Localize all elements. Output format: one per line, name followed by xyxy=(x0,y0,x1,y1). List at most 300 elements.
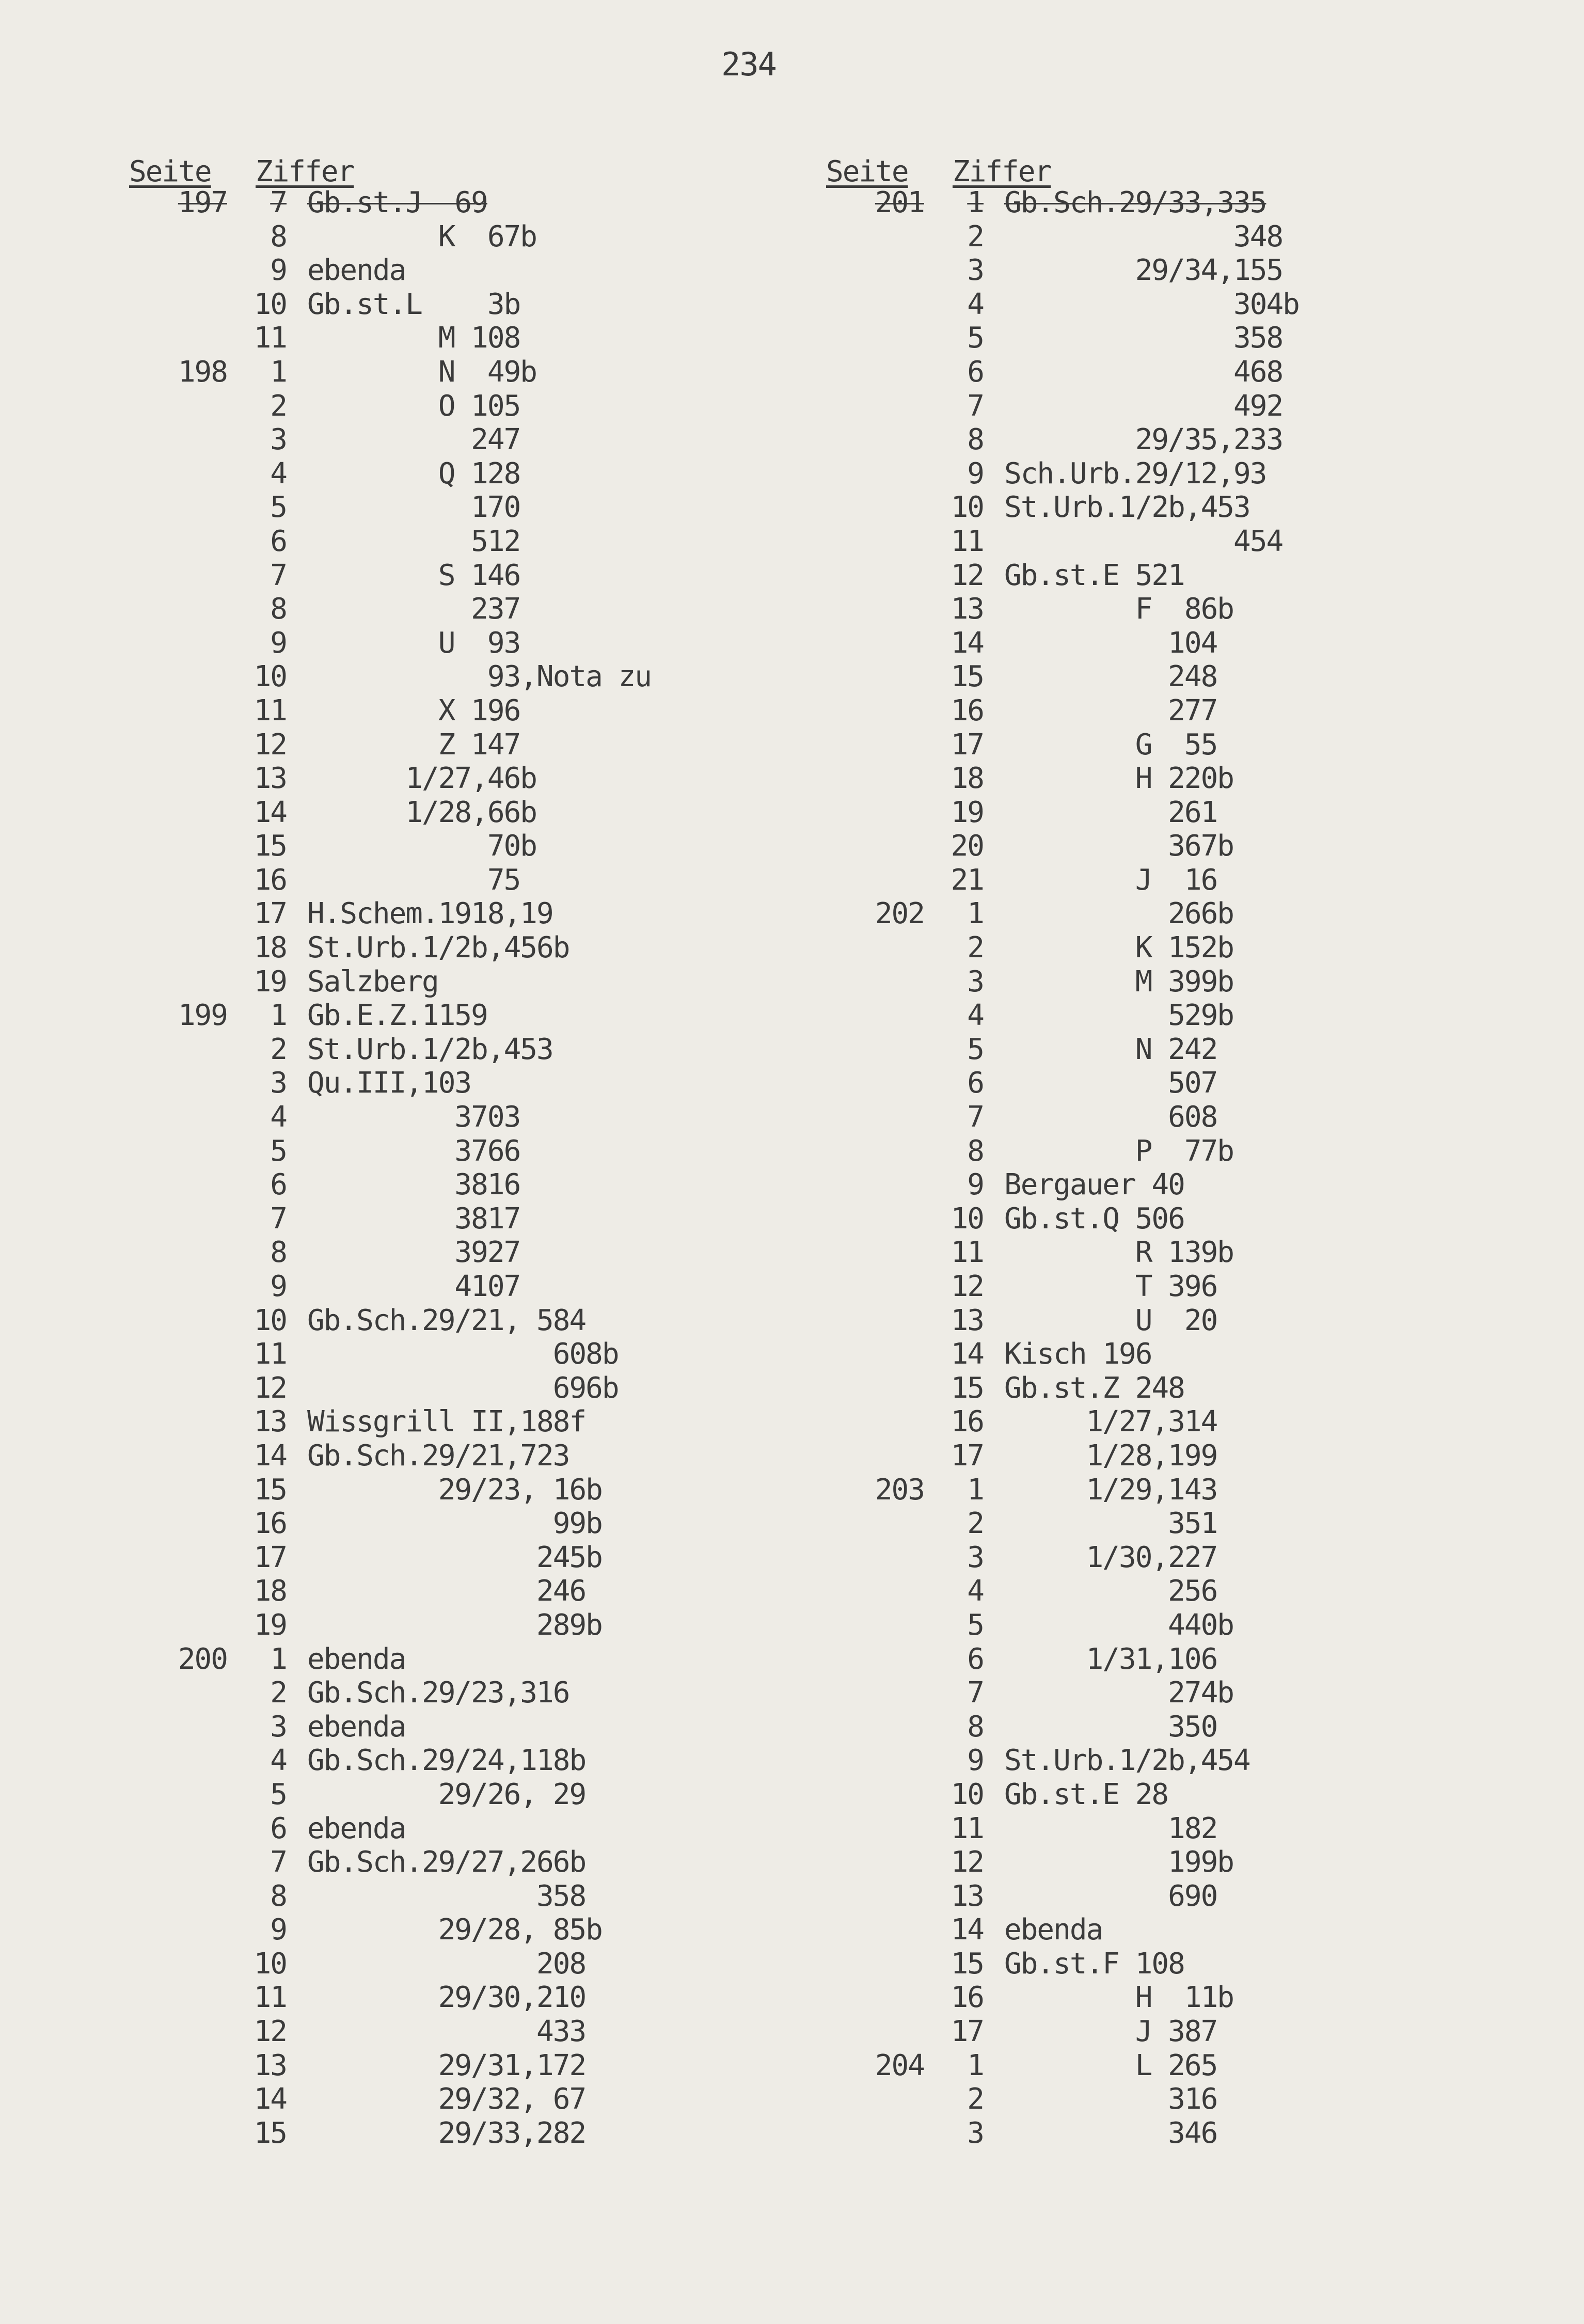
index-row xyxy=(129,1066,471,1100)
reference-text: 346 xyxy=(1004,2116,1217,2150)
reference-text: 1/29,143 xyxy=(1004,1473,1217,1507)
reference-text: 529b xyxy=(1004,999,1234,1033)
left-header-ziffer: Ziffer xyxy=(256,155,354,188)
index-row xyxy=(826,1473,1217,1507)
index-row xyxy=(826,1168,1184,1202)
ziffer-number: 3 xyxy=(967,2116,984,2150)
index-row xyxy=(826,1879,1217,1914)
seite-number: 204 xyxy=(875,2048,924,2082)
reference-text: 440b xyxy=(1004,1608,1234,1642)
ziffer-number: 8 xyxy=(967,1134,984,1168)
reference-text: 170 xyxy=(307,491,520,525)
ziffer-number: 10 xyxy=(951,1201,984,1236)
ziffer-number: 8 xyxy=(967,1710,984,1744)
reference-text: Gb.st.L 3b xyxy=(307,287,520,321)
index-row xyxy=(129,1777,586,1812)
index-row xyxy=(826,186,1266,220)
ziffer-number: 8 xyxy=(270,1236,287,1270)
index-row xyxy=(129,1371,619,1405)
index-row xyxy=(129,1744,586,1778)
ziffer-number: 11 xyxy=(254,693,287,728)
ziffer-number: 14 xyxy=(254,795,287,829)
ziffer-number: 5 xyxy=(270,491,287,525)
ziffer-number: 9 xyxy=(270,1270,287,1303)
reference-text: 3816 xyxy=(307,1168,520,1202)
index-row xyxy=(826,1236,1234,1270)
ziffer-number: 17 xyxy=(254,1540,287,1574)
ziffer-number: 14 xyxy=(951,626,984,660)
index-row xyxy=(129,1676,569,1710)
index-row xyxy=(129,2116,586,2151)
ziffer-number: 13 xyxy=(951,1303,984,1337)
reference-text: G 55 xyxy=(1004,728,1217,762)
ziffer-number: 7 xyxy=(270,558,287,592)
ziffer-number: 12 xyxy=(254,1371,287,1405)
ziffer-number: 4 xyxy=(270,1744,287,1778)
reference-text: Salzberg xyxy=(307,965,438,999)
index-row xyxy=(129,1134,520,1168)
seite-number: 201 xyxy=(875,186,924,219)
reference-text: 266b xyxy=(1004,897,1234,931)
reference-text: M 108 xyxy=(307,321,520,355)
index-row xyxy=(129,558,520,593)
reference-text: Gb.st.Q 506 xyxy=(1004,1201,1184,1236)
index-row xyxy=(826,389,1283,423)
reference-text: P 77b xyxy=(1004,1134,1234,1168)
ziffer-number: 11 xyxy=(951,524,984,558)
reference-text: 1/30,227 xyxy=(1004,1540,1217,1574)
reference-text: 1/27,314 xyxy=(1004,1405,1217,1439)
index-row xyxy=(129,1100,520,1134)
index-row xyxy=(826,2048,1217,2083)
index-row xyxy=(826,524,1283,559)
index-row xyxy=(129,1574,586,1608)
index-row xyxy=(826,728,1217,762)
seite-number: 203 xyxy=(875,1473,924,1507)
ziffer-number: 1 xyxy=(967,2048,984,2082)
reference-text: 454 xyxy=(1004,524,1283,558)
reference-text: Gb.Sch.29/21,723 xyxy=(307,1438,569,1473)
index-row xyxy=(129,829,537,863)
index-row xyxy=(826,863,1217,897)
index-row xyxy=(826,1134,1234,1168)
ziffer-number: 2 xyxy=(270,1676,287,1710)
index-row xyxy=(129,592,520,626)
ziffer-number: 9 xyxy=(270,254,287,288)
index-row xyxy=(826,1201,1184,1236)
ziffer-number: 1 xyxy=(270,355,287,389)
ziffer-number: 16 xyxy=(951,1405,984,1439)
reference-text: ebenda xyxy=(307,1811,406,1845)
index-row xyxy=(129,2015,586,2049)
ziffer-number: 15 xyxy=(254,2116,287,2150)
reference-text: J 16 xyxy=(1004,863,1217,897)
reference-text: Gb.Sch.29/24,118b xyxy=(307,1744,586,1778)
reference-text: Kisch 196 xyxy=(1004,1337,1152,1371)
reference-text: 93,Nota zu xyxy=(307,660,652,694)
reference-text: 1/28,199 xyxy=(1004,1438,1217,1473)
reference-text: Gb.st.F 108 xyxy=(1004,1947,1184,1981)
reference-text: S 146 xyxy=(307,558,520,592)
ziffer-number: 4 xyxy=(270,1100,287,1134)
reference-text: 690 xyxy=(1004,1879,1217,1913)
index-row xyxy=(826,1710,1217,1744)
index-row xyxy=(129,626,520,660)
reference-text: N 49b xyxy=(307,355,537,389)
index-row xyxy=(826,219,1283,254)
reference-text: 3703 xyxy=(307,1100,520,1134)
index-row xyxy=(129,491,520,525)
ziffer-number: 8 xyxy=(270,219,287,254)
index-row xyxy=(826,1507,1217,1541)
reference-text: Gb.Sch.29/27,266b xyxy=(307,1845,586,1879)
ziffer-number: 7 xyxy=(270,1845,287,1879)
ziffer-number: 9 xyxy=(270,626,287,660)
index-row xyxy=(826,254,1283,288)
index-row xyxy=(129,186,487,220)
ziffer-number: 13 xyxy=(254,2048,287,2082)
right-header-ziffer: Ziffer xyxy=(953,155,1051,188)
index-row xyxy=(129,423,520,457)
index-row xyxy=(129,795,537,830)
ziffer-number: 17 xyxy=(951,728,984,762)
index-row xyxy=(826,829,1234,863)
reference-text: Gb.st.Z 248 xyxy=(1004,1371,1184,1405)
index-row xyxy=(826,1608,1234,1642)
reference-text: 304b xyxy=(1004,287,1299,321)
index-row xyxy=(129,1270,520,1304)
reference-text: 468 xyxy=(1004,355,1283,389)
seite-number: 197 xyxy=(178,186,227,219)
index-row xyxy=(826,1811,1217,1846)
index-row xyxy=(129,1947,586,1981)
reference-text: Sch.Urb.29/12,93 xyxy=(1004,456,1266,491)
index-row xyxy=(826,931,1234,965)
ziffer-number: 3 xyxy=(967,254,984,288)
index-row xyxy=(826,965,1234,999)
ziffer-number: 2 xyxy=(967,219,984,254)
ziffer-number: 2 xyxy=(270,1032,287,1066)
index-row xyxy=(826,1066,1217,1100)
reference-text: Gb.Sch.29/23,316 xyxy=(307,1676,569,1710)
index-row xyxy=(129,1642,406,1677)
index-row xyxy=(129,728,520,762)
ziffer-number: 8 xyxy=(270,592,287,626)
reference-text: 208 xyxy=(307,1947,586,1981)
index-row xyxy=(129,660,652,694)
index-row xyxy=(129,2082,586,2116)
ziffer-number: 15 xyxy=(951,1371,984,1405)
reference-text: 608 xyxy=(1004,1100,1217,1134)
reference-text: St.Urb.1/2b,456b xyxy=(307,931,569,965)
reference-text: 4107 xyxy=(307,1270,520,1303)
ziffer-number: 1 xyxy=(967,897,984,931)
ziffer-number: 14 xyxy=(254,2082,287,2116)
index-row xyxy=(826,1913,1103,1947)
reference-text: O 105 xyxy=(307,389,520,423)
reference-text: ebenda xyxy=(307,254,406,288)
ziffer-number: 15 xyxy=(254,829,287,863)
reference-text: J 387 xyxy=(1004,2015,1217,2049)
reference-text: 433 xyxy=(307,2015,586,2049)
reference-text: N 242 xyxy=(1004,1032,1217,1066)
reference-text: K 67b xyxy=(307,219,537,254)
reference-text: 29/23, 16b xyxy=(307,1473,602,1507)
right-header-seite: Seite xyxy=(826,155,908,188)
reference-text: T 396 xyxy=(1004,1270,1217,1303)
reference-text: 29/30,210 xyxy=(307,1981,586,2015)
reference-text: Gb.E.Z.1159 xyxy=(307,999,487,1033)
index-row xyxy=(129,897,553,931)
reference-text: 104 xyxy=(1004,626,1217,660)
reference-text: 29/35,233 xyxy=(1004,423,1283,457)
ziffer-number: 9 xyxy=(270,1913,287,1947)
reference-text: 358 xyxy=(307,1879,586,1913)
index-row xyxy=(129,693,520,728)
seite-number: 198 xyxy=(178,355,227,389)
reference-text: U 93 xyxy=(307,626,520,660)
index-row xyxy=(826,321,1283,355)
ziffer-number: 5 xyxy=(967,321,984,355)
index-row xyxy=(129,2048,586,2083)
ziffer-number: 12 xyxy=(951,558,984,592)
index-row xyxy=(129,1236,520,1270)
index-row xyxy=(129,1981,586,2015)
ziffer-number: 10 xyxy=(254,1947,287,1981)
ziffer-number: 8 xyxy=(270,1879,287,1913)
ziffer-number: 7 xyxy=(270,186,287,219)
index-row xyxy=(826,355,1283,389)
ziffer-number: 21 xyxy=(951,863,984,897)
reference-text: 3766 xyxy=(307,1134,520,1168)
ziffer-number: 1 xyxy=(967,1473,984,1507)
reference-text: Gb.Sch.29/33,335 xyxy=(1004,186,1266,219)
reference-text: 29/31,172 xyxy=(307,2048,586,2082)
reference-text: 29/28, 85b xyxy=(307,1913,602,1947)
ziffer-number: 18 xyxy=(951,762,984,796)
index-row xyxy=(826,1438,1217,1473)
ziffer-number: 2 xyxy=(270,389,287,423)
reference-text: St.Urb.1/2b,453 xyxy=(1004,491,1250,525)
ziffer-number: 6 xyxy=(967,355,984,389)
ziffer-number: 3 xyxy=(270,423,287,457)
ziffer-number: 17 xyxy=(951,1438,984,1473)
reference-text: 367b xyxy=(1004,829,1234,863)
reference-text: Q 128 xyxy=(307,456,520,491)
reference-text: St.Urb.1/2b,453 xyxy=(307,1032,553,1066)
ziffer-number: 4 xyxy=(967,999,984,1033)
index-row xyxy=(826,1371,1184,1405)
ziffer-number: 12 xyxy=(254,2015,287,2049)
reference-text: 99b xyxy=(307,1507,602,1541)
right-rows xyxy=(826,186,1299,2150)
left-rows xyxy=(129,186,652,2150)
reference-text: 245b xyxy=(307,1540,602,1574)
ziffer-number: 19 xyxy=(951,795,984,829)
ziffer-number: 1 xyxy=(270,1642,287,1676)
index-row xyxy=(826,423,1283,457)
reference-text: 507 xyxy=(1004,1066,1217,1100)
reference-text: 350 xyxy=(1004,1710,1217,1744)
index-row xyxy=(129,1540,602,1575)
ziffer-number: 17 xyxy=(254,897,287,931)
index-row xyxy=(826,456,1266,491)
ziffer-number: 6 xyxy=(270,1811,287,1845)
ziffer-number: 1 xyxy=(270,999,287,1033)
reference-text: 248 xyxy=(1004,660,1217,694)
ziffer-number: 15 xyxy=(951,1947,984,1981)
ziffer-number: 9 xyxy=(967,1168,984,1202)
reference-text: 3927 xyxy=(307,1236,520,1270)
index-row xyxy=(129,931,569,965)
ziffer-number: 13 xyxy=(951,1879,984,1913)
ziffer-number: 3 xyxy=(270,1710,287,1744)
ziffer-number: 3 xyxy=(967,1540,984,1574)
reference-text: 246 xyxy=(307,1574,586,1608)
ziffer-number: 3 xyxy=(967,965,984,999)
reference-text: Gb.st.E 521 xyxy=(1004,558,1184,592)
index-row xyxy=(129,1438,569,1473)
index-row xyxy=(826,1405,1217,1439)
ziffer-number: 12 xyxy=(951,1270,984,1303)
reference-text: Qu.III,103 xyxy=(307,1066,471,1100)
index-row xyxy=(129,1845,586,1879)
reference-text: 351 xyxy=(1004,1507,1217,1541)
ziffer-number: 6 xyxy=(967,1066,984,1100)
index-row xyxy=(826,1676,1234,1710)
ziffer-number: 20 xyxy=(951,829,984,863)
ziffer-number: 11 xyxy=(254,1981,287,2015)
reference-text: 1/28,66b xyxy=(307,795,537,829)
ziffer-number: 14 xyxy=(951,1337,984,1371)
seite-number: 202 xyxy=(875,897,924,931)
index-row xyxy=(826,762,1234,796)
index-row xyxy=(826,1777,1168,1812)
ziffer-number: 2 xyxy=(967,1507,984,1541)
index-row xyxy=(826,660,1217,694)
ziffer-number: 5 xyxy=(270,1777,287,1811)
ziffer-number: 18 xyxy=(254,1574,287,1608)
index-row xyxy=(826,592,1234,626)
index-row xyxy=(826,1947,1184,1981)
reference-text: 277 xyxy=(1004,693,1217,728)
reference-text: R 139b xyxy=(1004,1236,1234,1270)
reference-text: 492 xyxy=(1004,389,1283,423)
ziffer-number: 13 xyxy=(951,592,984,626)
ziffer-number: 16 xyxy=(254,1507,287,1541)
ziffer-number: 14 xyxy=(951,1913,984,1947)
reference-text: 348 xyxy=(1004,219,1283,254)
ziffer-number: 10 xyxy=(254,660,287,694)
index-row xyxy=(129,355,537,389)
reference-text: 608b xyxy=(307,1337,619,1371)
reference-text: L 265 xyxy=(1004,2048,1217,2082)
ziffer-number: 11 xyxy=(951,1811,984,1845)
reference-text: Bergauer 40 xyxy=(1004,1168,1184,1202)
reference-text: 3817 xyxy=(307,1201,520,1236)
index-row xyxy=(129,1710,406,1744)
seite-number: 200 xyxy=(178,1642,227,1676)
ziffer-number: 5 xyxy=(967,1608,984,1642)
index-row xyxy=(826,1303,1217,1338)
ziffer-number: 6 xyxy=(270,524,287,558)
index-row xyxy=(129,1913,602,1947)
reference-text: 261 xyxy=(1004,795,1217,829)
index-row xyxy=(826,1574,1217,1608)
ziffer-number: 16 xyxy=(951,693,984,728)
reference-text: 237 xyxy=(307,592,520,626)
index-row xyxy=(129,1473,602,1507)
ziffer-number: 10 xyxy=(951,1777,984,1811)
ziffer-number: 16 xyxy=(254,863,287,897)
reference-text: F 86b xyxy=(1004,592,1234,626)
reference-text: 29/34,155 xyxy=(1004,254,1283,288)
index-row xyxy=(826,693,1217,728)
ziffer-number: 2 xyxy=(967,2082,984,2116)
reference-text: M 399b xyxy=(1004,965,1234,999)
ziffer-number: 18 xyxy=(254,931,287,965)
right-header-row xyxy=(826,155,1051,186)
reference-text: 29/32, 67 xyxy=(307,2082,586,2116)
index-row xyxy=(826,1270,1217,1304)
page-number: 234 xyxy=(721,45,776,83)
ziffer-number: 19 xyxy=(254,965,287,999)
reference-text: Z 147 xyxy=(307,728,520,762)
reference-text: 512 xyxy=(307,524,520,558)
reference-text: ebenda xyxy=(307,1642,406,1676)
ziffer-number: 7 xyxy=(270,1201,287,1236)
index-row xyxy=(826,558,1184,593)
ziffer-number: 9 xyxy=(967,1744,984,1778)
ziffer-number: 4 xyxy=(270,456,287,491)
ziffer-number: 11 xyxy=(951,1236,984,1270)
ziffer-number: 7 xyxy=(967,1676,984,1710)
reference-text: 358 xyxy=(1004,321,1283,355)
ziffer-number: 3 xyxy=(270,1066,287,1100)
right-index-column xyxy=(826,155,1299,2150)
index-row xyxy=(826,287,1299,322)
index-row xyxy=(129,1811,406,1846)
ziffer-number: 11 xyxy=(254,321,287,355)
index-row xyxy=(826,2082,1217,2116)
reference-text: 199b xyxy=(1004,1845,1234,1879)
index-row xyxy=(129,1608,602,1642)
ziffer-number: 12 xyxy=(254,728,287,762)
reference-text: 247 xyxy=(307,423,520,457)
index-row xyxy=(826,1744,1250,1778)
ziffer-number: 11 xyxy=(254,1337,287,1371)
left-header-row xyxy=(129,155,354,186)
seite-number: 199 xyxy=(178,999,227,1033)
index-row xyxy=(826,491,1250,525)
ziffer-number: 6 xyxy=(967,1642,984,1676)
reference-text: 696b xyxy=(307,1371,619,1405)
index-row xyxy=(129,1507,602,1541)
index-row xyxy=(129,1032,553,1067)
index-row xyxy=(129,999,487,1033)
index-row xyxy=(129,1879,586,1914)
index-row xyxy=(826,1100,1217,1134)
reference-text: Gb.st.E 28 xyxy=(1004,1777,1168,1811)
ziffer-number: 10 xyxy=(254,1303,287,1337)
reference-text: H.Schem.1918,19 xyxy=(307,897,553,931)
ziffer-number: 6 xyxy=(270,1168,287,1202)
reference-text: St.Urb.1/2b,454 xyxy=(1004,1744,1250,1778)
index-row xyxy=(129,1303,586,1338)
index-row xyxy=(129,762,537,796)
reference-text: 29/33,282 xyxy=(307,2116,586,2150)
reference-text: H 220b xyxy=(1004,762,1234,796)
